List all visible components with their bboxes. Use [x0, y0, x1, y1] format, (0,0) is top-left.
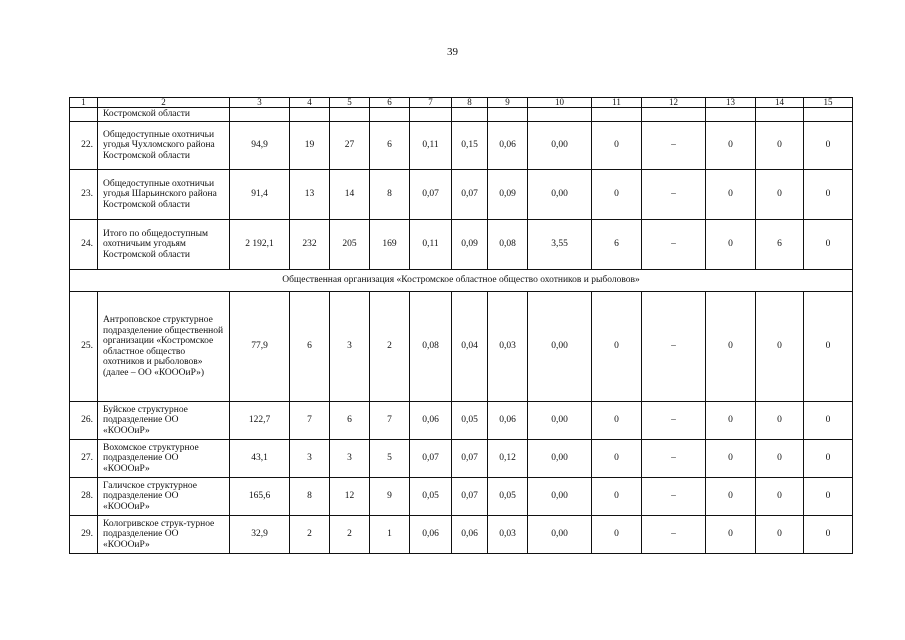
value-cell-col-3: 2 192,1: [230, 220, 290, 270]
value-cell-col-10: 0,00: [528, 292, 592, 402]
value-cell-col-7: 0,11: [410, 122, 452, 170]
value-cell-col-3: 32,9: [230, 516, 290, 554]
value-cell-col-4: 7: [290, 402, 330, 440]
value-cell-col-5: 3: [330, 440, 370, 478]
value-cell-col-5: 6: [330, 402, 370, 440]
value-cell-col-4: 3: [290, 440, 330, 478]
value-cell-col-8: 0,07: [452, 170, 488, 220]
value-cell-col-14: 6: [756, 220, 804, 270]
table-row: [70, 516, 853, 554]
value-cell-col-3: 94,9: [230, 122, 290, 170]
table-row: [70, 122, 853, 170]
value-cell-col-13: 0: [706, 516, 756, 554]
row-number: 23.: [70, 170, 98, 220]
table-row: [70, 478, 853, 516]
value-cell-col-10: 0,00: [528, 122, 592, 170]
value-cell-col-8: 0,07: [452, 478, 488, 516]
value-cell-col-10: 0,00: [528, 440, 592, 478]
value-cell-col-4: 6: [290, 292, 330, 402]
value-cell-col-11: 0: [592, 170, 642, 220]
row-name: Общедоступные охотничьи угодья Шарьинского района Костромской области: [98, 170, 230, 220]
row-number: 29.: [70, 516, 98, 554]
cell: [452, 108, 488, 122]
value-cell-col-11: 0: [592, 122, 642, 170]
value-cell-col-4: 8: [290, 478, 330, 516]
row-name: Галичское структурное подразделение ОО «КОООиР»: [98, 478, 230, 516]
row-name: Кологривское струк-турное подразделение ОО «КОООиР»: [98, 516, 230, 554]
row-number: 24.: [70, 220, 98, 270]
value-cell-col-6: 6: [370, 122, 410, 170]
section-title: Общественная организация «Костромское областное общество охотников и рыболовов»: [70, 270, 853, 292]
value-cell-col-12: –: [642, 170, 706, 220]
column-number-9: 9: [488, 98, 528, 108]
cell: [488, 108, 528, 122]
value-cell-col-5: 205: [330, 220, 370, 270]
value-cell-col-6: 1: [370, 516, 410, 554]
column-number-6: 6: [370, 98, 410, 108]
value-cell-col-11: 0: [592, 516, 642, 554]
cell: [230, 108, 290, 122]
value-cell-col-8: 0,04: [452, 292, 488, 402]
value-cell-col-11: 0: [592, 478, 642, 516]
row-number: 26.: [70, 402, 98, 440]
value-cell-col-6: 169: [370, 220, 410, 270]
column-number-8: 8: [452, 98, 488, 108]
value-cell-col-7: 0,08: [410, 292, 452, 402]
value-cell-col-9: 0,12: [488, 440, 528, 478]
column-number-13: 13: [706, 98, 756, 108]
cell: [370, 108, 410, 122]
row-name: Вохомское структурное подразделение ОО «КОООиР»: [98, 440, 230, 478]
value-cell-col-13: 0: [706, 402, 756, 440]
data-table: [69, 97, 853, 554]
column-number-14: 14: [756, 98, 804, 108]
value-cell-col-9: 0,05: [488, 478, 528, 516]
value-cell-col-14: 0: [756, 440, 804, 478]
value-cell-col-9: 0,03: [488, 516, 528, 554]
column-number-5: 5: [330, 98, 370, 108]
cell: [756, 108, 804, 122]
row-name: Антроповское структурное подразделение общественной организации «Костромское областное общество охотников и рыболовов» (далее – ОО «КОООиР»): [98, 292, 230, 402]
value-cell-col-15: 0: [804, 122, 853, 170]
table-row: [70, 440, 853, 478]
value-cell-col-5: 27: [330, 122, 370, 170]
value-cell-col-12: –: [642, 440, 706, 478]
value-cell-col-7: 0,06: [410, 402, 452, 440]
value-cell-col-15: 0: [804, 292, 853, 402]
cell: [642, 108, 706, 122]
value-cell-col-14: 0: [756, 292, 804, 402]
value-cell-col-8: 0,05: [452, 402, 488, 440]
value-cell-col-4: 232: [290, 220, 330, 270]
value-cell-col-10: 0,00: [528, 516, 592, 554]
value-cell-col-14: 0: [756, 402, 804, 440]
value-cell-col-8: 0,15: [452, 122, 488, 170]
value-cell-col-12: –: [642, 292, 706, 402]
cell: [706, 108, 756, 122]
row-number: 27.: [70, 440, 98, 478]
value-cell-col-15: 0: [804, 516, 853, 554]
value-cell-col-3: 122,7: [230, 402, 290, 440]
value-cell-col-6: 7: [370, 402, 410, 440]
value-cell-col-6: 5: [370, 440, 410, 478]
row-name: Общедоступные охотничьи угодья Чухломского района Костромской области: [98, 122, 230, 170]
value-cell-col-14: 0: [756, 478, 804, 516]
column-number-10: 10: [528, 98, 592, 108]
row-number: 28.: [70, 478, 98, 516]
cell: [330, 108, 370, 122]
table-row: [70, 292, 853, 402]
value-cell-col-7: 0,07: [410, 440, 452, 478]
value-cell-col-11: 0: [592, 402, 642, 440]
table-body: [70, 98, 853, 554]
table-row: [70, 220, 853, 270]
column-number-12: 12: [642, 98, 706, 108]
value-cell-col-8: 0,09: [452, 220, 488, 270]
table-row: [70, 170, 853, 220]
cell: [592, 108, 642, 122]
cell: [290, 108, 330, 122]
value-cell-col-10: 0,00: [528, 402, 592, 440]
value-cell-col-12: –: [642, 402, 706, 440]
continuation-row: [70, 108, 853, 122]
value-cell-col-5: 2: [330, 516, 370, 554]
value-cell-col-7: 0,06: [410, 516, 452, 554]
row-number: 22.: [70, 122, 98, 170]
value-cell-col-14: 0: [756, 170, 804, 220]
value-cell-col-5: 14: [330, 170, 370, 220]
continuation-text: Костромской области: [98, 108, 230, 122]
column-number-7: 7: [410, 98, 452, 108]
value-cell-col-4: 19: [290, 122, 330, 170]
column-number-2: 2: [98, 98, 230, 108]
value-cell-col-15: 0: [804, 220, 853, 270]
value-cell-col-5: 3: [330, 292, 370, 402]
value-cell-col-15: 0: [804, 170, 853, 220]
value-cell-col-3: 43,1: [230, 440, 290, 478]
page-number: 39: [447, 46, 458, 58]
value-cell-col-14: 0: [756, 122, 804, 170]
value-cell-col-4: 13: [290, 170, 330, 220]
cell: [70, 108, 98, 122]
value-cell-col-9: 0,09: [488, 170, 528, 220]
column-number-3: 3: [230, 98, 290, 108]
cell: [410, 108, 452, 122]
value-cell-col-10: 0,00: [528, 478, 592, 516]
value-cell-col-9: 0,03: [488, 292, 528, 402]
column-number-15: 15: [804, 98, 853, 108]
section-row: [70, 270, 853, 292]
value-cell-col-3: 77,9: [230, 292, 290, 402]
value-cell-col-13: 0: [706, 220, 756, 270]
value-cell-col-15: 0: [804, 478, 853, 516]
value-cell-col-6: 8: [370, 170, 410, 220]
value-cell-col-11: 0: [592, 292, 642, 402]
value-cell-col-13: 0: [706, 292, 756, 402]
value-cell-col-10: 0,00: [528, 170, 592, 220]
value-cell-col-15: 0: [804, 440, 853, 478]
value-cell-col-13: 0: [706, 170, 756, 220]
row-number: 25.: [70, 292, 98, 402]
cell: [528, 108, 592, 122]
column-number-11: 11: [592, 98, 642, 108]
value-cell-col-13: 0: [706, 440, 756, 478]
value-cell-col-9: 0,06: [488, 122, 528, 170]
value-cell-col-13: 0: [706, 478, 756, 516]
value-cell-col-5: 12: [330, 478, 370, 516]
value-cell-col-11: 6: [592, 220, 642, 270]
value-cell-col-7: 0,05: [410, 478, 452, 516]
value-cell-col-14: 0: [756, 516, 804, 554]
value-cell-col-12: –: [642, 478, 706, 516]
value-cell-col-8: 0,06: [452, 516, 488, 554]
value-cell-col-3: 165,6: [230, 478, 290, 516]
value-cell-col-9: 0,08: [488, 220, 528, 270]
row-name: Буйское структурное подразделение ОО «КОООиР»: [98, 402, 230, 440]
cell: [804, 108, 853, 122]
value-cell-col-12: –: [642, 122, 706, 170]
table-row: [70, 402, 853, 440]
value-cell-col-4: 2: [290, 516, 330, 554]
value-cell-col-7: 0,07: [410, 170, 452, 220]
row-name: Итого по общедоступным охотничьим угодьям Костромской области: [98, 220, 230, 270]
value-cell-col-6: 9: [370, 478, 410, 516]
column-number-4: 4: [290, 98, 330, 108]
value-cell-col-12: –: [642, 516, 706, 554]
value-cell-col-7: 0,11: [410, 220, 452, 270]
value-cell-col-9: 0,06: [488, 402, 528, 440]
column-number-1: 1: [70, 98, 98, 108]
value-cell-col-10: 3,55: [528, 220, 592, 270]
value-cell-col-15: 0: [804, 402, 853, 440]
column-number-row: [70, 98, 853, 108]
value-cell-col-12: –: [642, 220, 706, 270]
value-cell-col-13: 0: [706, 122, 756, 170]
value-cell-col-8: 0,07: [452, 440, 488, 478]
value-cell-col-3: 91,4: [230, 170, 290, 220]
value-cell-col-11: 0: [592, 440, 642, 478]
value-cell-col-6: 2: [370, 292, 410, 402]
